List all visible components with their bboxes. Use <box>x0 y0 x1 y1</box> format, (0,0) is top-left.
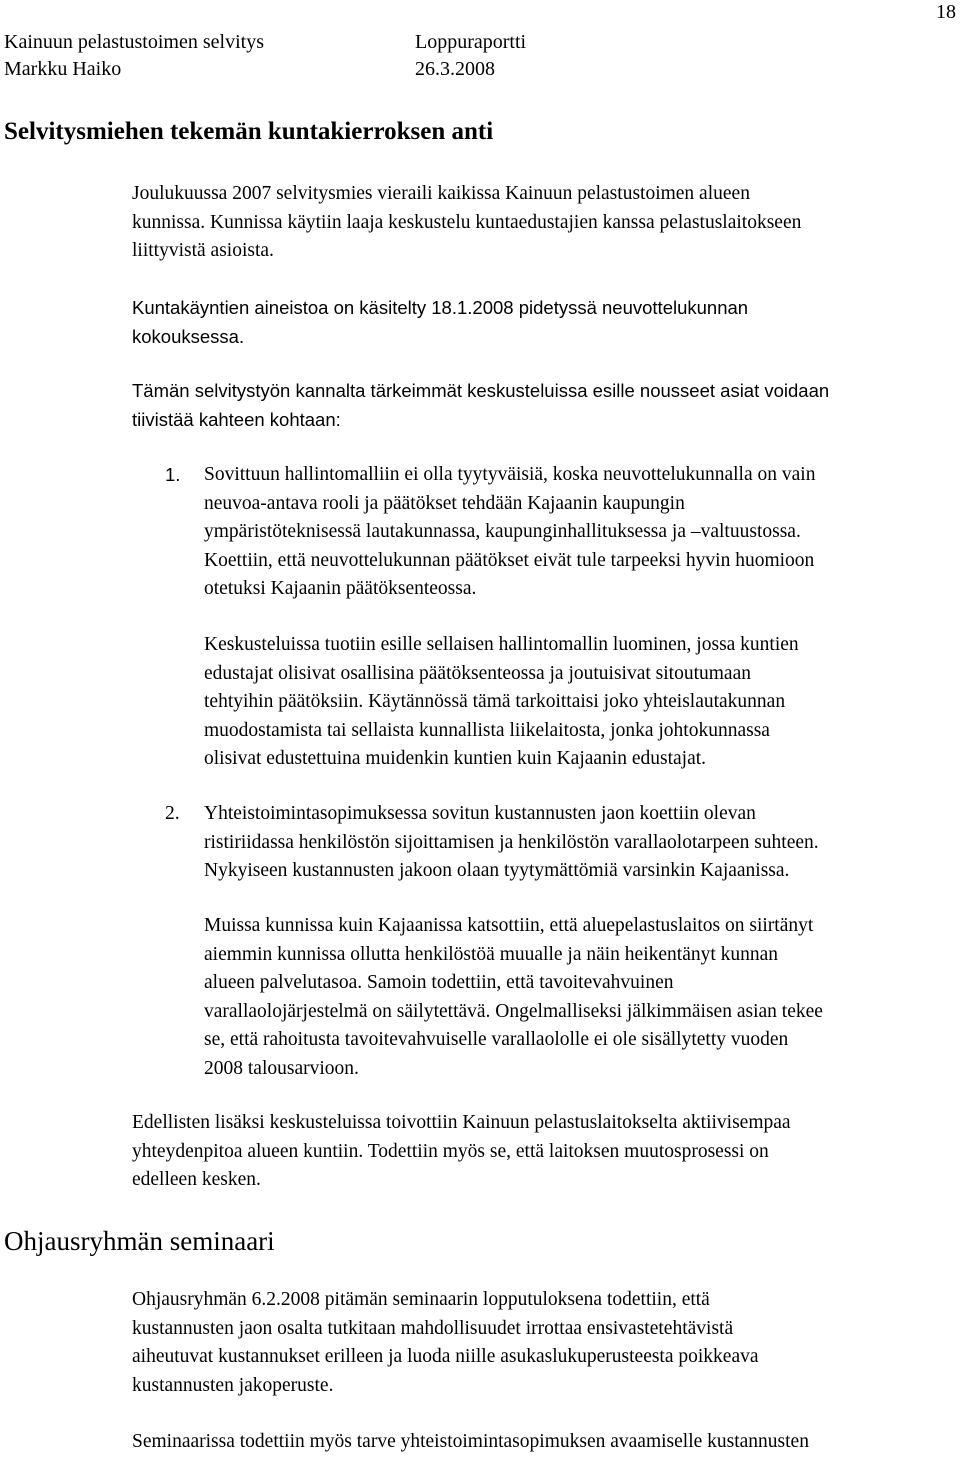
text-line: otetuksi Kajaanin päätöksenteossa. <box>204 578 477 600</box>
intro-paragraph-3 <box>132 377 829 434</box>
text-line: Sovittuun hallintomalliin ei olla tyytyväisiä, koska neuvottelukunnalla on vain <box>204 464 816 485</box>
text-line: Edellisten lisäksi keskusteluissa toivottiin Kainuun pelastuslaitokselta aktiivisempaa <box>132 1112 791 1133</box>
header-date: 26.3.2008 <box>415 58 495 80</box>
text-line: kokouksessa. <box>132 325 245 347</box>
text-line: se, että rahoitusta tavoitevahvuiselle varallaololle ei ole sisällytetty vuoden <box>204 1029 789 1051</box>
text-line: Yhteistoimintasopimuksessa sovitun kustannusten jaon koettiin olevan <box>204 803 756 824</box>
text-line: aiheutuvat kustannukset erilleen ja luoda niille asukaslukuperusteesta poikkeava <box>132 1346 759 1368</box>
item-2-paragraph-2 <box>204 912 823 1084</box>
closing-paragraph <box>132 1109 791 1195</box>
text-line: aiemmin kunnissa ollutta henkilöstöä muualle ja näin heikentänyt kunnan <box>204 943 779 965</box>
text-line: Keskusteluissa tuotiin esille sellaisen hallintomallin luominen, jossa kuntien <box>204 634 799 655</box>
text-line: Tämän selvitystyön kannalta tärkeimmät keskusteluissa esille nousseet asiat voidaan <box>132 380 830 401</box>
text-line: liittyvistä asioista. <box>132 240 274 262</box>
text-line: 2008 talousarvioon. <box>204 1057 359 1079</box>
text-line: Koettiin, että neuvottelukunnan päätökset eivät tule tarpeeksi hyvin huomioon <box>204 549 815 571</box>
text-line: edustajat olisivat osallisina päätöksenteossa ja joutuisivat sitoutumaan <box>204 662 751 684</box>
text-line: Joulukuussa 2007 selvitysmies vieraili kaikissa Kainuun pelastustoimen alueen <box>132 183 750 204</box>
text-line: kustannusten jaon osalta tutkitaan mahdollisuudet irrottaa ensivastetehtävistä <box>132 1317 734 1339</box>
text-line: Muissa kunnissa kuin Kajaanissa katsottiin, että aluepelastuslaitos on siirtänyt <box>204 915 814 936</box>
text-line: edelleen kesken. <box>132 1169 261 1191</box>
item-1-paragraph-1 <box>204 461 815 604</box>
page-number: 18 <box>936 1 956 23</box>
text-line: alueen palvelutasoa. Samoin todettiin, että tavoitevahvuinen <box>204 972 674 994</box>
section-title-seminaari: Ohjausryhmän seminaari <box>4 1226 275 1256</box>
intro-paragraph-2 <box>132 294 748 351</box>
list-number-1: 1. <box>165 464 181 485</box>
item-2-paragraph-1 <box>204 800 819 886</box>
seminar-paragraph-1 <box>132 1286 759 1400</box>
text-line: muodostamista tai sellaista kunnallista liikelaitosta, jonka johtokunnassa <box>204 719 770 741</box>
text-line: yhteydenpitoa alueen kuntiin. Todettiin myös se, että laitoksen muutosprosessi on <box>132 1140 769 1162</box>
text-line: Nykyiseen kustannusten jakoon olaan tyytymättömiä varsinkin Kajaanissa. <box>204 860 790 882</box>
header-doc-type: Loppuraportti <box>415 31 527 53</box>
text-line: varallaolojärjestelmä on säilytettävä. Ongelmalliseksi jälkimmäisen asian tekee <box>204 1000 823 1022</box>
text-line: neuvoa-antava rooli ja päätökset tehdään Kajaanin kaupungin <box>204 492 685 514</box>
text-line: kustannusten jakoperuste. <box>132 1374 334 1396</box>
text-line: Kuntakäyntien aineistoa on käsitelty 18.1.2008 pidetyssä neuvottelukunnan <box>132 297 749 318</box>
list-number-2: 2. <box>165 803 180 824</box>
header-author: Markku Haiko <box>4 58 122 80</box>
seminar-paragraph-2 <box>132 1428 809 1457</box>
item-1-paragraph-2 <box>204 631 799 774</box>
intro-paragraph-1 <box>132 180 801 266</box>
text-line: kunnissa. Kunnissa käytiin laaja keskustelu kuntaedustajien kanssa pelastuslaitokseen <box>132 211 802 233</box>
text-line: olisivat edustettuina muidenkin kuntien kuin Kajaanin edustajat. <box>204 748 707 770</box>
text-line: Ohjausryhmän 6.2.2008 pitämän seminaarin lopputuloksena todettiin, että <box>132 1289 710 1310</box>
header-org: Kainuun pelastustoimen selvitys <box>4 31 264 53</box>
text-line: Seminaarissa todettiin myös tarve yhteistoimintasopimuksen avaamiselle kustannusten <box>132 1431 809 1452</box>
text-line: tehtyihin päätöksiin. Käytännössä tämä tarkoittaisi joko yhteislautakunnan <box>204 691 786 713</box>
text-line: ympäristöteknisessä lautakunnassa, kaupunginhallituksessa ja –valtuustossa. <box>204 521 801 543</box>
text-line: ristiriidassa henkilöstön sijoittamisen ja henkilöstön varallaolotarpeen suhteen. <box>204 831 819 853</box>
section-title-kuntakierros: Selvitysmiehen tekemän kuntakierroksen anti <box>4 118 494 145</box>
text-line: tiivistää kahteen kohtaan: <box>132 408 341 430</box>
